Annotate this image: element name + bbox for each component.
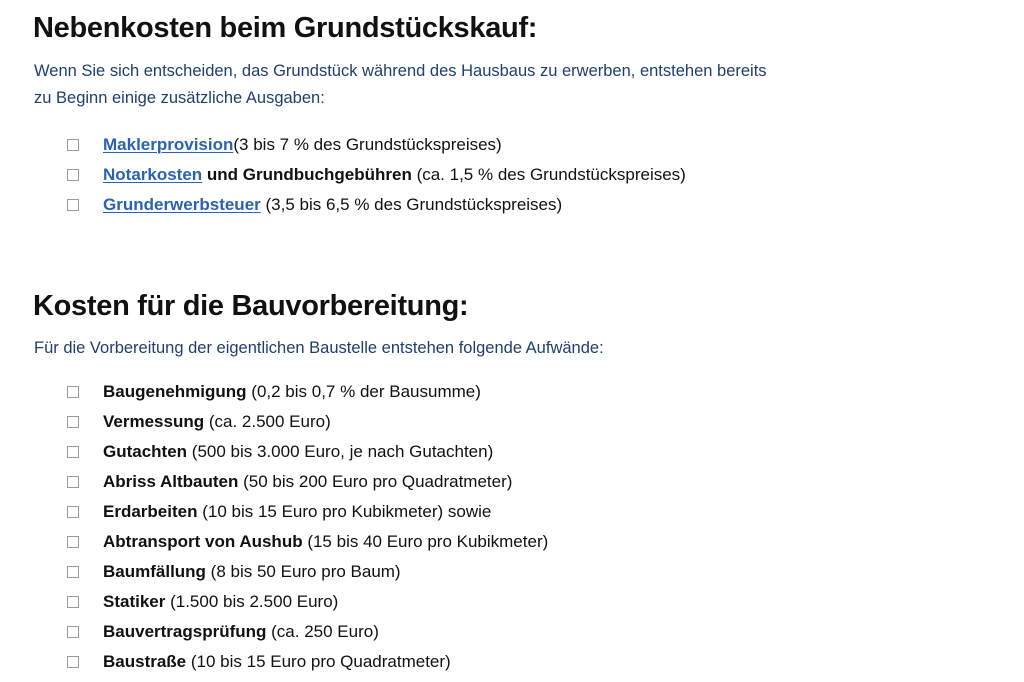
item-detail: (15 bis 40 Euro pro Kubikmeter)	[302, 532, 549, 551]
item-detail: (50 bis 200 Euro pro Quadratmeter)	[238, 472, 513, 491]
item-title: Abriss Altbauten	[103, 472, 239, 491]
item-title: Baumfällung	[103, 562, 206, 581]
intro-line: Wenn Sie sich entscheiden, das Grundstück während des Hausbaus zu erwerben, entstehen bereits	[34, 62, 767, 80]
item-detail: (0,2 bis 0,7 % der Bausumme)	[246, 382, 481, 401]
maklerprovision-link[interactable]: Maklerprovision	[103, 135, 234, 154]
list-item	[67, 190, 686, 220]
item-detail: (8 bis 50 Euro pro Baum)	[205, 562, 401, 581]
item-title: Gutachten	[103, 442, 188, 461]
item-title: Baugenehmigung	[103, 382, 247, 401]
checkbox-icon	[67, 536, 79, 548]
checkbox-icon	[67, 386, 79, 398]
item-title: Bauvertragsprüfung	[103, 622, 267, 641]
section-intro-bauvorbereitung: Für die Vorbereitung der eigentlichen Baustelle entstehen folgende Aufwände:	[34, 339, 604, 357]
list-item	[67, 377, 548, 407]
item-detail: (10 bis 15 Euro pro Quadratmeter)	[186, 652, 451, 671]
checkbox-icon	[67, 506, 79, 518]
item-title: Erdarbeiten	[103, 502, 198, 521]
item-detail: (ca. 250 Euro)	[266, 622, 379, 641]
nebenkosten-list	[67, 130, 686, 220]
section-title-nebenkosten: Nebenkosten beim Grundstückskauf:	[33, 12, 538, 44]
checkbox-icon	[67, 416, 79, 428]
checkbox-icon	[67, 596, 79, 608]
item-title: Baustraße	[103, 652, 187, 671]
bauvorbereitung-list	[67, 377, 548, 677]
list-item	[67, 467, 548, 497]
section-intro-nebenkosten	[34, 58, 767, 112]
item-detail: (ca. 1,5 % des Grundstückspreises)	[411, 165, 686, 184]
checkbox-icon	[67, 566, 79, 578]
list-item	[67, 407, 548, 437]
checkbox-icon	[67, 139, 79, 151]
list-item	[67, 527, 548, 557]
item-detail: (3 bis 7 % des Grundstückspreises)	[233, 135, 502, 154]
list-item	[67, 160, 686, 190]
item-detail: (500 bis 3.000 Euro, je nach Gutachten)	[187, 442, 494, 461]
checkbox-icon	[67, 476, 79, 488]
list-item	[67, 130, 686, 160]
item-title: Vermessung	[103, 412, 205, 431]
item-detail: (10 bis 15 Euro pro Kubikmeter) sowie	[197, 502, 492, 521]
grunderwerbsteuer-link[interactable]: Grunderwerbsteuer	[103, 195, 261, 214]
notarkosten-link[interactable]: Notarkosten	[103, 165, 203, 184]
checkbox-icon	[67, 199, 79, 211]
list-item	[67, 497, 548, 527]
list-item	[67, 557, 548, 587]
item-detail: (1.500 bis 2.500 Euro)	[165, 592, 339, 611]
list-item	[67, 617, 548, 647]
list-item	[67, 437, 548, 467]
item-title: Abtransport von Aushub	[103, 532, 303, 551]
list-item	[67, 587, 548, 617]
section-title-bauvorbereitung: Kosten für die Bauvorbereitung:	[33, 290, 469, 322]
checkbox-icon	[67, 656, 79, 668]
item-detail: (3,5 bis 6,5 % des Grundstückspreises)	[260, 195, 563, 214]
checkbox-icon	[67, 626, 79, 638]
list-item	[67, 647, 548, 677]
item-title: Statiker	[103, 592, 166, 611]
item-detail: (ca. 2.500 Euro)	[204, 412, 331, 431]
item-bold-text: und Grundbuchgebühren	[202, 165, 412, 184]
checkbox-icon	[67, 446, 79, 458]
checkbox-icon	[67, 169, 79, 181]
intro-line: zu Beginn einige zusätzliche Ausgaben:	[34, 89, 325, 107]
